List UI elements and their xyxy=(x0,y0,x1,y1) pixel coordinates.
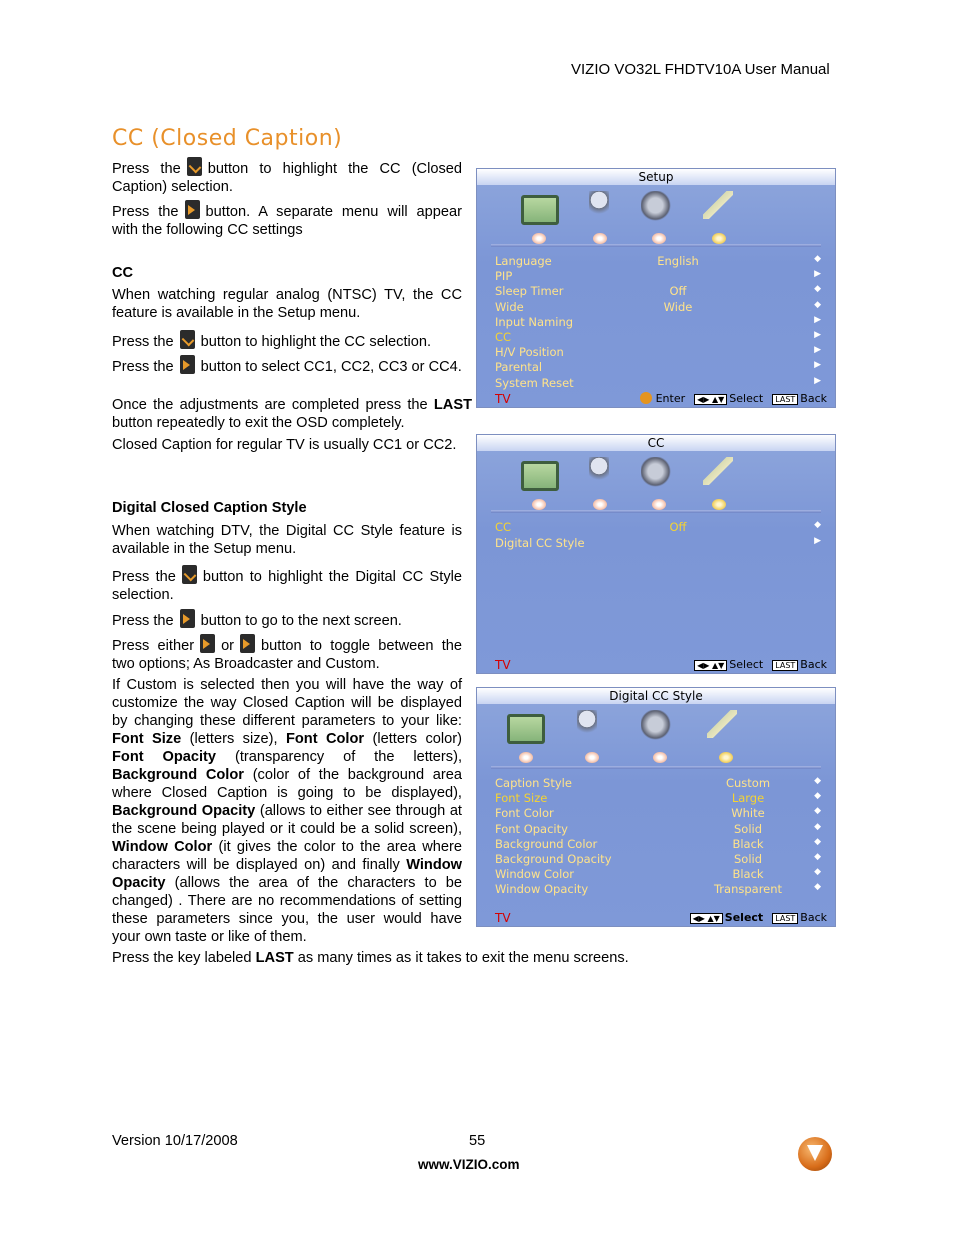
chevron-down-icon xyxy=(593,233,607,244)
osd-title: Setup xyxy=(477,169,835,185)
audio-icon xyxy=(589,457,609,487)
cc-p5: Closed Caption for regular TV is usually CC1 or CC2. xyxy=(112,437,457,453)
tv-icon xyxy=(641,191,673,223)
chevron-down-icon xyxy=(652,233,666,244)
chevron-down-icon xyxy=(532,499,546,510)
arrow-keys-icon: ◀▶ ▲▼ xyxy=(690,913,723,924)
menu-item-label: Window Color xyxy=(495,867,575,882)
menu-arrow-icon: ◆ xyxy=(814,776,821,786)
menu-item-value: White xyxy=(731,806,765,821)
setup-icon xyxy=(707,710,737,738)
menu-arrow-icon: ◆ xyxy=(814,284,821,295)
menu-item[interactable] xyxy=(495,806,821,821)
menu-arrow-icon: ▶ xyxy=(814,330,821,340)
menu-item-value: Solid xyxy=(733,821,763,836)
menu-arrow-icon: ◆ xyxy=(814,806,821,817)
menu-item[interactable] xyxy=(495,520,821,535)
osd-footer xyxy=(495,658,827,672)
menu-item-label: CC xyxy=(495,520,512,534)
channel-down-icon xyxy=(187,157,202,176)
osd-footer xyxy=(495,911,827,925)
menu-item[interactable] xyxy=(495,882,821,897)
dcc-p5: If Custom is selected then you will have the way of customize the way Closed Caption will be displayed by changing these different parameters to your like: Font Size (letters size), Font Color (letters color) Font Opacity (transparency of the letters), Background Color (color of the background area where Closed Caption is going to be displayed), Background Opacity (allows to either see through at the scene being played or it could be a solid screen), Window Color (it gives the color to the area where characters will be displayed on) and finally Window Opacity (allows the area of the characters to be changed) . There are no recommendations of setting these parameters since you, the user would have your own taste or like of them. xyxy=(112,677,463,945)
menu-item[interactable] xyxy=(495,330,821,345)
version-label: Version 10/17/2008 xyxy=(112,1133,238,1149)
menu-item-label: Caption Style xyxy=(495,776,572,790)
menu-item[interactable] xyxy=(495,360,821,375)
dcc-p2: Press the button to highlight the Digital CC Style selection. xyxy=(112,565,462,604)
menu-item-value: Black xyxy=(732,867,764,882)
menu-item-label: Sleep Timer xyxy=(495,284,564,299)
last-key-icon: LAST xyxy=(772,394,798,405)
menu-arrow-icon: ▶ xyxy=(814,345,821,356)
menu-item-value: Transparent xyxy=(713,882,783,897)
arrow-keys-icon: ◀▶ ▲▼ xyxy=(694,660,727,671)
menu-arrow-icon: ◆ xyxy=(814,836,821,847)
osd-dcc-screen xyxy=(476,687,836,927)
volume-up-icon xyxy=(180,609,195,628)
menu-arrow-icon: ◆ xyxy=(814,852,821,862)
osd-divider xyxy=(491,766,821,769)
volume-down-icon xyxy=(200,634,215,653)
dcc-p1: When watching DTV, the Digital CC Style feature is available in the Setup menu. xyxy=(112,523,462,557)
menu-arrow-icon: ◆ xyxy=(814,299,821,310)
menu-item-value: Solid xyxy=(733,852,763,866)
audio-icon xyxy=(577,710,597,740)
menu-arrow-icon: ◆ xyxy=(814,520,821,530)
menu-item[interactable] xyxy=(495,315,821,330)
volume-up-icon xyxy=(240,634,255,653)
menu-item-label: System Reset xyxy=(495,375,574,390)
chevron-down-icon xyxy=(712,499,726,510)
osd-icon-bar xyxy=(477,451,835,513)
osd-setup-screen xyxy=(476,168,836,408)
osd-help: ◀▶ ▲▼ Select LAST Back xyxy=(688,911,827,924)
menu-arrow-icon: ▶ xyxy=(814,375,821,386)
channel-down-icon xyxy=(180,330,195,349)
chevron-down-icon xyxy=(652,499,666,510)
channel-down-icon xyxy=(182,565,197,584)
menu-item-value: Black xyxy=(732,836,764,851)
menu-item[interactable] xyxy=(495,852,821,867)
website-url: www.VIZIO.com xyxy=(418,1157,520,1172)
menu-item-label: Background Opacity xyxy=(495,852,612,866)
source-label: TV xyxy=(495,658,511,672)
menu-arrow-icon: ▶ xyxy=(814,269,821,280)
menu-item[interactable] xyxy=(495,376,821,391)
osd-title: CC xyxy=(477,435,835,451)
last-key-icon: LAST xyxy=(772,660,798,671)
menu-item[interactable] xyxy=(495,837,821,852)
menu-item-label: Window Opacity xyxy=(495,882,589,897)
osd-icon-bar xyxy=(477,185,835,247)
menu-arrow-icon: ▶ xyxy=(814,536,821,546)
cc-heading: CC xyxy=(112,265,134,281)
menu-item-label: Font Size xyxy=(495,791,548,806)
menu-item-label: Digital CC Style xyxy=(495,536,585,550)
osd-help: Enter ◀▶ ▲▼ Select LAST Back xyxy=(640,392,827,405)
menu-item-label: Input Naming xyxy=(495,314,574,329)
menu-item-label: Font Color xyxy=(495,806,554,821)
page-number: 55 xyxy=(469,1133,486,1149)
vizio-key-icon xyxy=(640,392,652,404)
picture-icon xyxy=(521,461,559,491)
osd-divider xyxy=(491,244,821,247)
last-key-icon: LAST xyxy=(772,913,798,924)
cc-p3: Press the button to select CC1, CC2, CC3 or CC4. xyxy=(112,355,462,376)
source-label: TV xyxy=(495,392,511,406)
menu-item-label: Background Color xyxy=(495,836,598,851)
tv-icon xyxy=(641,710,673,742)
volume-up-icon xyxy=(180,355,195,374)
menu-item-label: Wide xyxy=(495,299,524,314)
menu-item[interactable] xyxy=(495,284,821,299)
menu-item[interactable] xyxy=(495,536,821,551)
menu-item[interactable] xyxy=(495,254,821,269)
osd-cc-screen xyxy=(476,434,836,674)
menu-item-value: Off xyxy=(669,520,687,534)
intro-p1: Press the button to highlight the CC (Closed Caption) selection. xyxy=(112,157,462,196)
osd-help: ◀▶ ▲▼ Select LAST Back xyxy=(692,658,827,671)
menu-item-label: Parental xyxy=(495,360,543,375)
dcc-p6: Press the key labeled LAST as many times as it takes to exit the menu screens. xyxy=(112,950,629,966)
osd-divider xyxy=(491,510,821,513)
volume-up-icon xyxy=(185,200,200,219)
menu-item-value: Custom xyxy=(725,776,771,790)
section-title: CC (Closed Caption) xyxy=(112,126,343,151)
intro-p2: Press the button. A separate menu will appear with the following CC settings xyxy=(112,200,462,239)
menu-item-label: CC xyxy=(495,330,512,344)
picture-icon xyxy=(507,714,545,744)
menu-item[interactable] xyxy=(495,300,821,315)
menu-item-value: Large xyxy=(731,791,765,806)
menu-arrow-icon: ◆ xyxy=(814,791,821,802)
menu-item[interactable] xyxy=(495,791,821,806)
menu-arrow-icon: ▶ xyxy=(814,360,821,371)
vizio-logo xyxy=(798,1137,832,1171)
chevron-down-icon xyxy=(519,752,533,763)
chevron-down-icon xyxy=(653,752,667,763)
menu-arrow-icon: ◆ xyxy=(814,867,821,878)
menu-item-label: PIP xyxy=(495,269,513,284)
menu-item-value: Off xyxy=(669,284,687,299)
tv-icon xyxy=(641,457,673,489)
osd-title: Digital CC Style xyxy=(477,688,835,704)
cc-p4: Once the adjustments are completed press the LAST button repeatedly to exit the OSD completely. xyxy=(112,397,472,431)
setup-icon xyxy=(703,191,733,219)
chevron-down-icon xyxy=(532,233,546,244)
menu-arrow-icon: ◆ xyxy=(814,882,821,893)
picture-icon xyxy=(521,195,559,225)
chevron-down-icon xyxy=(585,752,599,763)
chevron-down-icon xyxy=(593,499,607,510)
menu-arrow-icon: ◆ xyxy=(814,254,821,264)
osd-icon-bar xyxy=(477,704,835,766)
menu-arrow-icon: ◆ xyxy=(814,821,821,832)
menu-item-value: Wide xyxy=(663,299,693,314)
arrow-keys-icon: ◀▶ ▲▼ xyxy=(694,394,727,405)
menu-item-label: Font Opacity xyxy=(495,821,568,836)
dcc-p4: Press either or button to toggle between the two options; As Broadcaster and Custom. xyxy=(112,634,462,673)
menu-item-label: H/V Position xyxy=(495,345,564,360)
source-label: TV xyxy=(495,911,511,925)
menu-item[interactable] xyxy=(495,345,821,360)
setup-icon xyxy=(703,457,733,485)
chevron-down-icon xyxy=(712,233,726,244)
cc-p2: Press the button to highlight the CC selection. xyxy=(112,330,462,351)
menu-item-label: Language xyxy=(495,254,552,268)
menu-item[interactable] xyxy=(495,269,821,284)
chevron-down-icon xyxy=(719,752,733,763)
cc-p1: When watching regular analog (NTSC) TV, the CC feature is available in the Setup menu. xyxy=(112,287,462,321)
menu-item[interactable] xyxy=(495,776,821,791)
menu-arrow-icon: ▶ xyxy=(814,314,821,325)
osd-footer xyxy=(495,392,827,406)
dcc-p3: Press the button to go to the next screen. xyxy=(112,609,462,630)
menu-item-value: English xyxy=(657,254,699,268)
dcc-heading: Digital Closed Caption Style xyxy=(112,500,307,516)
menu-item[interactable] xyxy=(495,822,821,837)
menu-item[interactable] xyxy=(495,867,821,882)
audio-icon xyxy=(589,191,609,221)
manual-title: VIZIO VO32L FHDTV10A User Manual xyxy=(571,61,830,78)
